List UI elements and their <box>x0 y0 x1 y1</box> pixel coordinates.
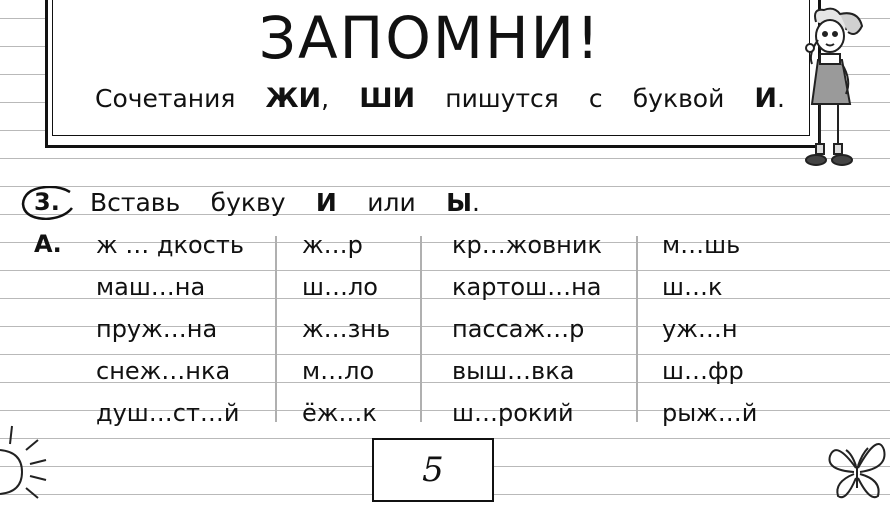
rule-word: с <box>588 84 603 113</box>
column-divider <box>420 236 422 422</box>
word-blank: ш…рокий <box>452 399 574 427</box>
word-blank: маш…на <box>96 273 206 301</box>
instruction-letter: И <box>315 188 337 217</box>
word-blank: ж…знь <box>302 315 391 343</box>
rule-word: Сочетания <box>95 84 236 113</box>
word-blank: ёж…к <box>302 399 377 427</box>
rule-sentence <box>95 82 785 116</box>
word-column <box>96 228 244 438</box>
rule-title: ЗАПОМНИ! <box>258 4 602 72</box>
instruction-word: Вставь <box>90 188 181 217</box>
rule-word-bold: ШИ <box>359 83 416 114</box>
word-column <box>302 228 390 438</box>
word-blank: картош…на <box>452 273 602 301</box>
word-blank: пруж…на <box>96 315 218 343</box>
word-blank: ш…ло <box>302 273 378 301</box>
word-blank: пассаж…р <box>452 315 585 343</box>
rule-word: буквой <box>632 84 725 113</box>
word-blank: ж … дкость <box>96 231 244 259</box>
column-divider <box>275 236 277 422</box>
word-blank: душ…ст…й <box>96 399 240 427</box>
butterfly-icon <box>826 430 888 504</box>
rule-word-bold: И. <box>754 83 785 114</box>
page-number-box <box>372 438 494 502</box>
girl-illustration <box>798 4 868 172</box>
rule-word: пишутся <box>445 84 559 113</box>
ruled-line <box>0 158 890 159</box>
instruction-word: букву <box>210 188 286 217</box>
exercise-label: А. <box>34 230 62 258</box>
task-number: 3. <box>34 188 60 216</box>
word-column <box>452 228 602 438</box>
sun-icon <box>0 420 50 500</box>
word-column <box>662 228 757 438</box>
word-blank: ж…р <box>302 231 363 259</box>
page-number: 5 <box>422 450 444 490</box>
word-blank: рыж…й <box>662 399 758 427</box>
word-blank: ш…к <box>662 273 723 301</box>
task-number-wrap <box>20 186 74 220</box>
rule-word-bold: ЖИ, <box>265 83 330 114</box>
word-blank: выш…вка <box>452 357 575 385</box>
instruction-letter: Ы. <box>446 188 480 217</box>
word-blank: уж…н <box>662 315 738 343</box>
word-blank: ш…фр <box>662 357 744 385</box>
word-blank: м…шь <box>662 231 741 259</box>
column-divider <box>636 236 638 422</box>
word-blank: кр…жовник <box>452 231 602 259</box>
instruction-word: или <box>367 188 416 217</box>
word-blank: м…ло <box>302 357 375 385</box>
word-blank: снеж…нка <box>96 357 231 385</box>
task-instruction <box>90 186 480 220</box>
